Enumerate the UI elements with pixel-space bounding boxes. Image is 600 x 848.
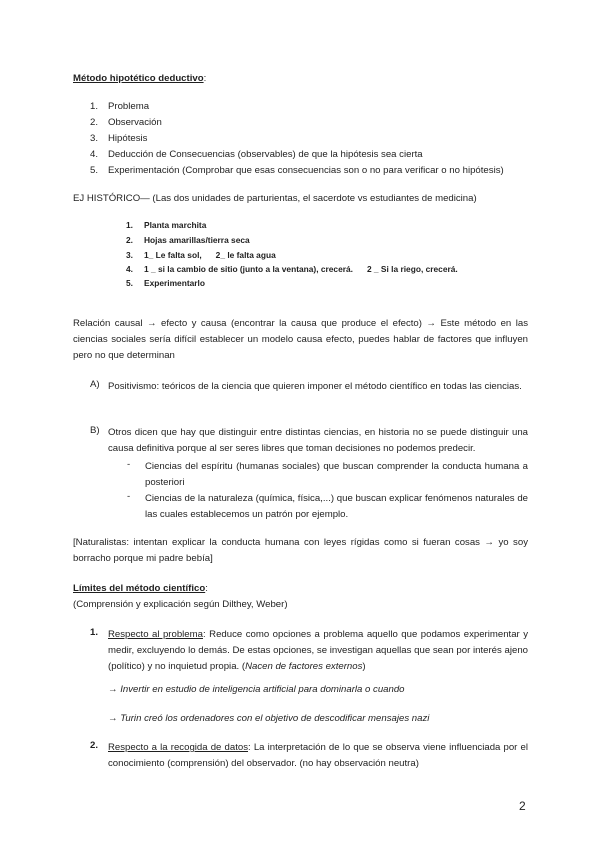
sub-item-espiritu: Ciencias del espíritu (humanas sociales) que buscan comprender la conducta humana a posteriori	[145, 461, 528, 488]
title-colon: :	[203, 73, 207, 84]
limit-1-text: Respecto al problema: Reduce como opciones a problema aquello que podamos experimentar y medir, excluyendo lo demás. De estas opciones, se investigan aquellas que sean por interés ajeno (político) y no inquietud propia. (Nacen de factores externos)	[108, 629, 529, 672]
point-a-label: A)	[90, 379, 100, 390]
list-item: 2. Observación	[90, 117, 162, 128]
causal-paragraph: Relación causal → efecto y causa (encontrar la causa que produce el efecto) → Este método en las ciencias sociales sería difícil establecer un modelo causa efecto, puedes hablar de factores que influyen pero no que determinan	[73, 318, 528, 361]
historical-heading: EJ HISTÓRICO— (Las dos unidades de parturientas, el sacerdote vs estudiantes de medicina)	[73, 193, 477, 204]
point-b-text: Otros dicen que hay que distinguir entre distintas ciencias, en historia no se puede distinguir una causa definitiva porque al ser seres libres que toman decisiones no podemos predecir.	[108, 427, 528, 454]
list-item: 5. Experimentarlo	[126, 278, 205, 288]
list-item: 1. Problema	[90, 101, 150, 112]
section-title	[73, 73, 206, 84]
list-item: 2. Hojas amarillas/tierra seca	[126, 235, 250, 245]
list-item: 4. Deducción de Consecuencias (observables) de que la hipótesis sea cierta	[90, 149, 423, 160]
sub-item-naturaleza: Ciencias de la naturaleza (química, física,...) que buscan explicar fenómenos naturales de las cuales establecemos un patrón por ejemplo.	[145, 493, 528, 520]
point-a-text: Positivismo: teóricos de la ciencia que quieren imponer el método científico en todas las ciencias.	[108, 381, 522, 392]
dash-bullet: -	[127, 459, 131, 470]
list-item: 5. Experimentación (Comprobar que esas consecuencias son o no para verificar o no hipótesis)	[90, 165, 504, 176]
list-item: 3. 1_ Le falta sol, 2_ le falta agua	[126, 250, 276, 260]
page-number: 2	[519, 799, 526, 813]
point-b-label: B)	[90, 425, 100, 436]
list-item: 3. Hipótesis	[90, 133, 148, 144]
limit-1-number: 1.	[90, 627, 99, 638]
limit-2-text: Respecto a la recogida de datos: La interpretación de lo que se observa viene influenciada por el conocimiento (comprensión) del observador. (no hay observación neutra)	[108, 742, 528, 769]
list-item: 1. Planta marchita	[126, 220, 207, 230]
arrow-note: → Invertir en estudio de inteligencia artificial para dominarla o cuando	[108, 684, 405, 695]
list-item: 4. 1 _ si la cambio de sitio (junto a la ventana), crecerá. 2 _ Si la riego, crecerá.	[126, 264, 458, 274]
arrow-note: → Turin creó los ordenadores con el objetivo de descodificar mensajes nazi	[108, 713, 430, 724]
limits-subtitle: (Comprensión y explicación según Dilthey, Weber)	[73, 599, 288, 610]
limits-title: Límites del método científico:	[73, 583, 208, 594]
title-text: Método hipotético deductivo	[73, 73, 204, 84]
naturalistas-paragraph: [Naturalistas: intentan explicar la conducta humana con leyes rígidas como si fueran cosas → yo soy borracho porque mi padre bebía]	[73, 537, 528, 564]
limit-2-number: 2.	[90, 740, 99, 751]
dash-bullet: -	[127, 491, 131, 502]
